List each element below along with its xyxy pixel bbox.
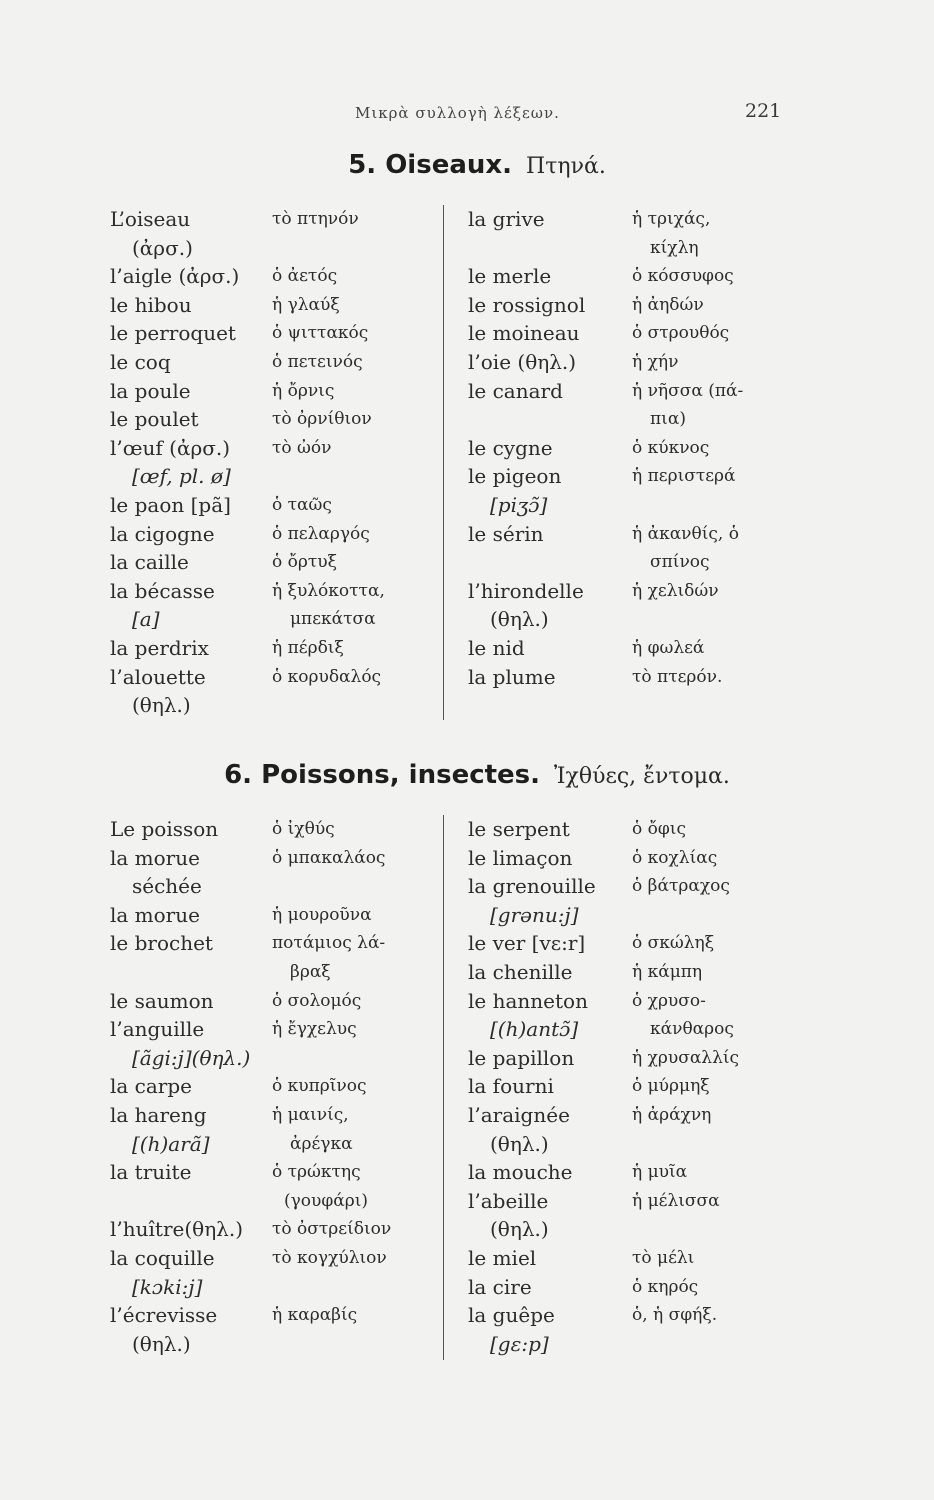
greek-term: ὁ ὄρτυξ [272,552,337,572]
greek-term: ὁ πελαργός [272,524,370,544]
french-term: la caille [110,550,189,574]
french-term: la mouche [468,1160,573,1184]
greek-term: ἡ ἀκανθίς, ὁ [632,524,739,544]
greek-term: ἡ ὄρνις [272,381,335,401]
section-title-fr: 6. Poissons, insectes. [224,760,541,790]
french-term: (θηλ.) [132,1332,191,1356]
french-term: le hanneton [468,989,588,1013]
french-term: [grənu:j] [490,903,579,927]
greek-term: σπίνος [650,552,710,572]
french-term: [gɛ:p] [490,1332,549,1356]
section-heading-birds [0,150,934,180]
french-term: la cigogne [110,522,215,546]
greek-term: ὁ τρώκτης [272,1162,361,1182]
greek-term: ἡ χρυσαλλίς [632,1048,740,1068]
french-term: le paon [pã] [110,493,231,517]
greek-term: τὸ ὀρνίθιον [272,409,372,429]
french-term: [ãgi:j](θηλ.) [132,1046,251,1070]
greek-term: ἡ μουροῦνα [272,905,372,925]
greek-term: ὁ πετεινός [272,352,363,372]
section-title-gr: Ἰχθύες, ἔντομα. [554,764,730,789]
greek-term: ὁ στρουθός [632,323,730,343]
french-term: l’araignée [468,1103,570,1127]
french-term: le cygne [468,436,553,460]
french-term: le ver [vɛ:r] [468,931,586,955]
greek-term: ἡ περιστερά [632,466,736,486]
section-title-gr: Πτηνά. [526,154,606,179]
french-term: l’hirondelle [468,579,584,603]
french-term: le limaçon [468,846,573,870]
greek-term: μπεκάτσα [290,609,376,629]
greek-term: ὁ ψιττακός [272,323,369,343]
greek-term: πια) [650,409,686,429]
french-term: (θηλ.) [490,1217,549,1241]
greek-term: βραξ [290,962,331,982]
running-title: Μικρὰ συλλογὴ λέξεων. [355,104,560,122]
french-term: [a] [132,607,160,631]
french-term: le merle [468,264,552,288]
greek-term: τὸ ὠόν [272,438,332,458]
page-number: 221 [745,100,782,122]
greek-term: ὁ κηρός [632,1277,699,1297]
french-term: (θηλ.) [132,693,191,717]
french-term: l’alouette [110,665,206,689]
column-divider [443,815,444,1360]
greek-term: ὁ χρυσο- [632,991,706,1011]
french-term: la guêpe [468,1303,555,1327]
french-term: le moineau [468,321,580,345]
french-term: la hareng [110,1103,207,1127]
greek-term: τὸ πτερόν. [632,667,723,687]
greek-term: ἡ τριχάς, [632,209,711,229]
greek-term: κίχλη [650,238,699,258]
french-term: le hibou [110,293,192,317]
french-term: le rossignol [468,293,586,317]
greek-term: τὸ κογχύλιον [272,1248,387,1268]
french-term: la poule [110,379,191,403]
section-heading-fish [0,760,934,790]
french-term: séchée [132,874,202,898]
french-term: l’oie (θηλ.) [468,350,577,374]
greek-term: ἡ μαινίς, [272,1105,349,1125]
french-term: le miel [468,1246,537,1270]
french-term: le saumon [110,989,214,1013]
greek-term: ὁ, ἡ σφήξ. [632,1305,718,1325]
french-term: le serpent [468,817,570,841]
french-term: la cire [468,1275,532,1299]
french-term: le nid [468,636,525,660]
greek-term: ἡ ἔγχελυς [272,1019,357,1039]
french-term: [œf, pl. ø] [132,464,231,488]
french-term: l’abeille [468,1189,549,1213]
french-term: la morue [110,846,200,870]
french-term: l’huître(θηλ.) [110,1217,244,1241]
greek-term: ὁ κορυδαλός [272,667,382,687]
greek-term: ἡ χελιδών [632,581,719,601]
french-term: la carpe [110,1074,193,1098]
french-term: (θηλ.) [490,607,549,631]
greek-term: ὁ κυπρῖνος [272,1076,367,1096]
greek-term: ἀρέγκα [290,1134,353,1154]
french-term: la fourni [468,1074,554,1098]
french-term: (θηλ.) [490,1132,549,1156]
greek-term: ἡ κάμπη [632,962,703,982]
greek-term: ὁ κοχλίας [632,848,718,868]
french-term: le brochet [110,931,213,955]
running-header [0,100,934,130]
french-term: le poulet [110,407,199,431]
french-term: la perdrix [110,636,209,660]
french-term: (ἀρσ.) [132,236,193,260]
greek-term: ποτάμιος λά- [272,933,386,953]
french-term: la bécasse [110,579,215,603]
greek-term: ἡ γλαύξ [272,295,340,315]
greek-term: ἡ ἀράχνη [632,1105,712,1125]
french-term: la plume [468,665,556,689]
greek-term: ὁ ἰχθύς [272,819,335,839]
greek-term: ὁ σολομός [272,991,362,1011]
french-term: la grive [468,207,545,231]
greek-term: ἡ μυῖα [632,1162,688,1182]
french-term: l’œuf (ἀρσ.) [110,436,231,460]
greek-term: ἡ ἀηδών [632,295,704,315]
greek-term: ὁ ὄφις [632,819,686,839]
french-term: l’écrevisse [110,1303,218,1327]
french-term: le perroquet [110,321,236,345]
greek-term: ἡ καραβίς [272,1305,358,1325]
section-title-fr: 5. Oiseaux. [348,150,513,180]
french-term: la coquille [110,1246,215,1270]
column-divider [443,205,444,720]
greek-term: κάνθαρος [650,1019,734,1039]
french-term: la truite [110,1160,192,1184]
greek-term: ὁ μύρμηξ [632,1076,710,1096]
french-term: [piʒɔ̃] [490,493,548,517]
greek-term: ὁ κόσσυφος [632,266,734,286]
french-term: le canard [468,379,563,403]
greek-term: ὁ σκώληξ [632,933,715,953]
french-term: le papillon [468,1046,575,1070]
greek-term: τὸ μέλι [632,1248,695,1268]
greek-term: ἡ πέρδιξ [272,638,344,658]
greek-term: ἡ χήν [632,352,679,372]
greek-term: ὁ βάτραχος [632,876,730,896]
french-term: Le poisson [110,817,219,841]
french-term: le sérin [468,522,544,546]
french-term: la grenouille [468,874,596,898]
greek-term: τὸ πτηνόν [272,209,359,229]
french-term: la chenille [468,960,573,984]
greek-term: (γουφάρι) [284,1191,369,1211]
french-term: [(h)antɔ̃] [490,1017,579,1041]
greek-term: ἡ μέλισσα [632,1191,720,1211]
french-term: la morue [110,903,200,927]
french-term: le coq [110,350,171,374]
french-term: [kɔki:j] [132,1275,203,1299]
greek-term: ὁ κύκνος [632,438,710,458]
french-term: l’aigle (ἀρσ.) [110,264,240,288]
french-term: l’anguille [110,1017,205,1041]
greek-term: ἡ ξυλόκοττα, [272,581,385,601]
greek-term: ὁ ἀετός [272,266,338,286]
greek-term: ὁ μπακαλάος [272,848,386,868]
greek-term: ὁ ταῶς [272,495,332,515]
french-term: le pigeon [468,464,562,488]
greek-term: ἡ φωλεά [632,638,705,658]
french-term: [(h)arã] [132,1132,210,1156]
greek-term: ἡ νῆσσα (πά- [632,381,744,401]
greek-term: τὸ ὀστρείδιον [272,1219,392,1239]
french-term: L’oiseau [110,207,191,231]
